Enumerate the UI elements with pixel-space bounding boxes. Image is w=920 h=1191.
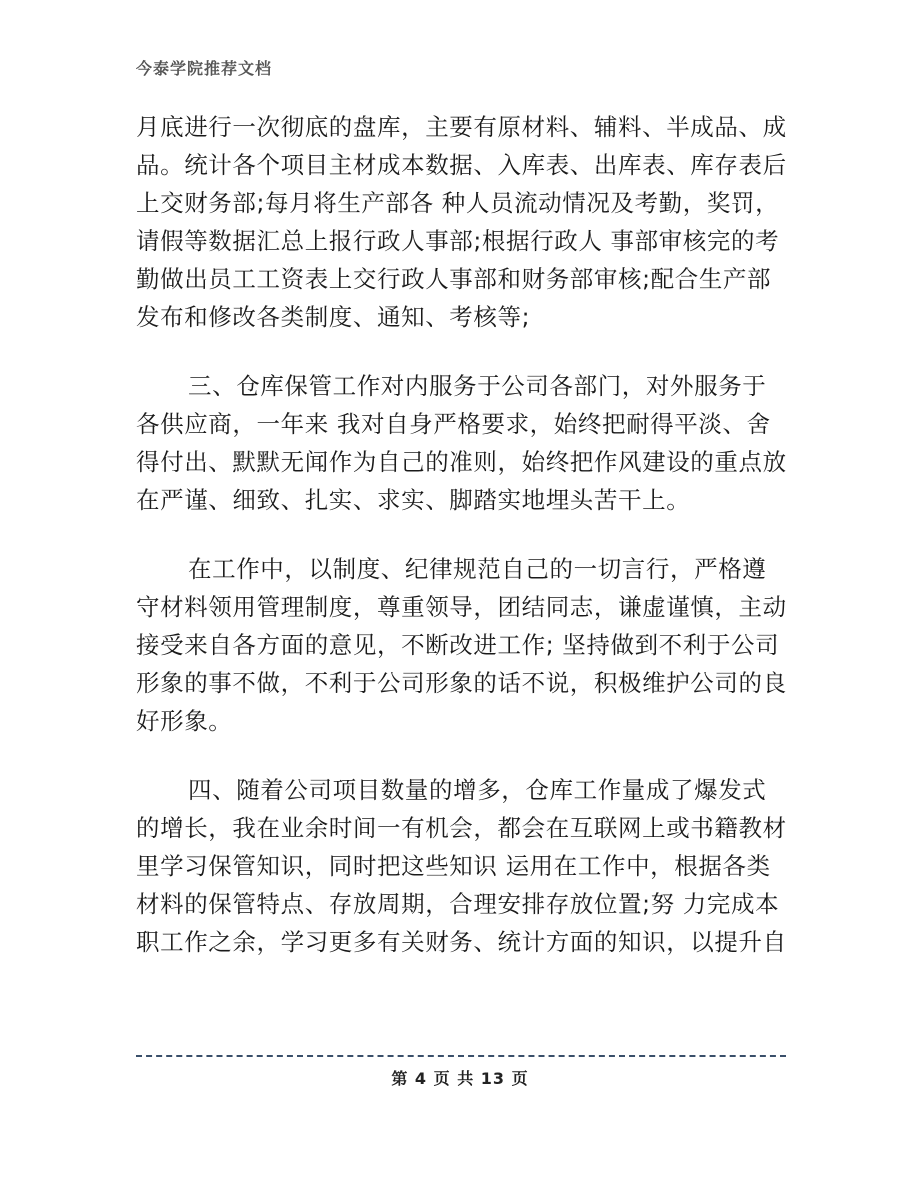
text-line: 接受来自各方面的意见，不断改进工作; 坚持做到不利于公司 [136, 631, 780, 659]
text-line: 三、仓库保管工作对内服务于公司各部门，对外服务于 [188, 372, 767, 400]
paragraph-gap [136, 336, 786, 367]
document-body [136, 108, 786, 961]
text-line: 月底进行一次彻底的盘库，主要有原材料、辅料、半成品、成 [136, 113, 787, 141]
paragraph-gap [136, 740, 786, 771]
document-header-title: 今泰学院推荐文档 [136, 59, 273, 78]
text-line: 得付出、默默无闻作为自己的准则，始终把作风建设的重点放 [136, 448, 787, 476]
paragraph-2 [136, 367, 786, 519]
page-number: 第 4 页 共 13 页 [391, 1069, 529, 1088]
text-line: 材料的保管特点、存放周期，合理安排存放位置;努 力完成本 [136, 890, 780, 918]
text-line: 的增长，我在业余时间一有机会，都会在互联网上或书籍教材 [136, 814, 787, 842]
paragraph-1 [136, 108, 786, 336]
text-line: 发布和修改各类制度、通知、考核等; [136, 303, 531, 331]
text-line: 守材料领用管理制度，尊重领导，团结同志，谦虚谨慎，主动 [136, 593, 787, 621]
text-line: 四、随着公司项目数量的增多，仓库工作量成了爆发式 [188, 776, 767, 804]
text-line: 职工作之余，学习更多有关财务、统计方面的知识，以提升自 [136, 928, 787, 956]
text-line: 各供应商，一年来 我对自身严格要求，始终把耐得平淡、舍 [136, 410, 771, 438]
paragraph-3 [136, 550, 786, 740]
text-line: 请假等数据汇总上报行政人事部;根据行政人 事部审核完的考 [136, 227, 780, 255]
text-line: 好形象。 [136, 707, 233, 735]
text-line: 在严谨、细致、扎实、求实、脚踏实地埋头苦干上。 [136, 486, 691, 514]
text-line: 上交财务部;每月将生产部各 种人员流动情况及考勤，奖罚， [136, 189, 780, 217]
footer-divider [136, 1055, 786, 1057]
paragraph-4 [136, 771, 786, 961]
text-line: 在工作中，以制度、纪律规范自己的一切言行，严格遵 [188, 555, 767, 583]
text-line: 里学习保管知识，同时把这些知识 运用在工作中，根据各类 [136, 852, 771, 880]
text-line: 勤做出员工工资表上交行政人事部和财务部审核;配合生产部 [136, 265, 772, 293]
text-line: 品。统计各个项目主材成本数据、入库表、出库表、库存表后 [136, 151, 787, 179]
text-line: 形象的事不做，不利于公司形象的话不说，积极维护公司的良 [136, 669, 787, 697]
paragraph-gap [136, 519, 786, 550]
